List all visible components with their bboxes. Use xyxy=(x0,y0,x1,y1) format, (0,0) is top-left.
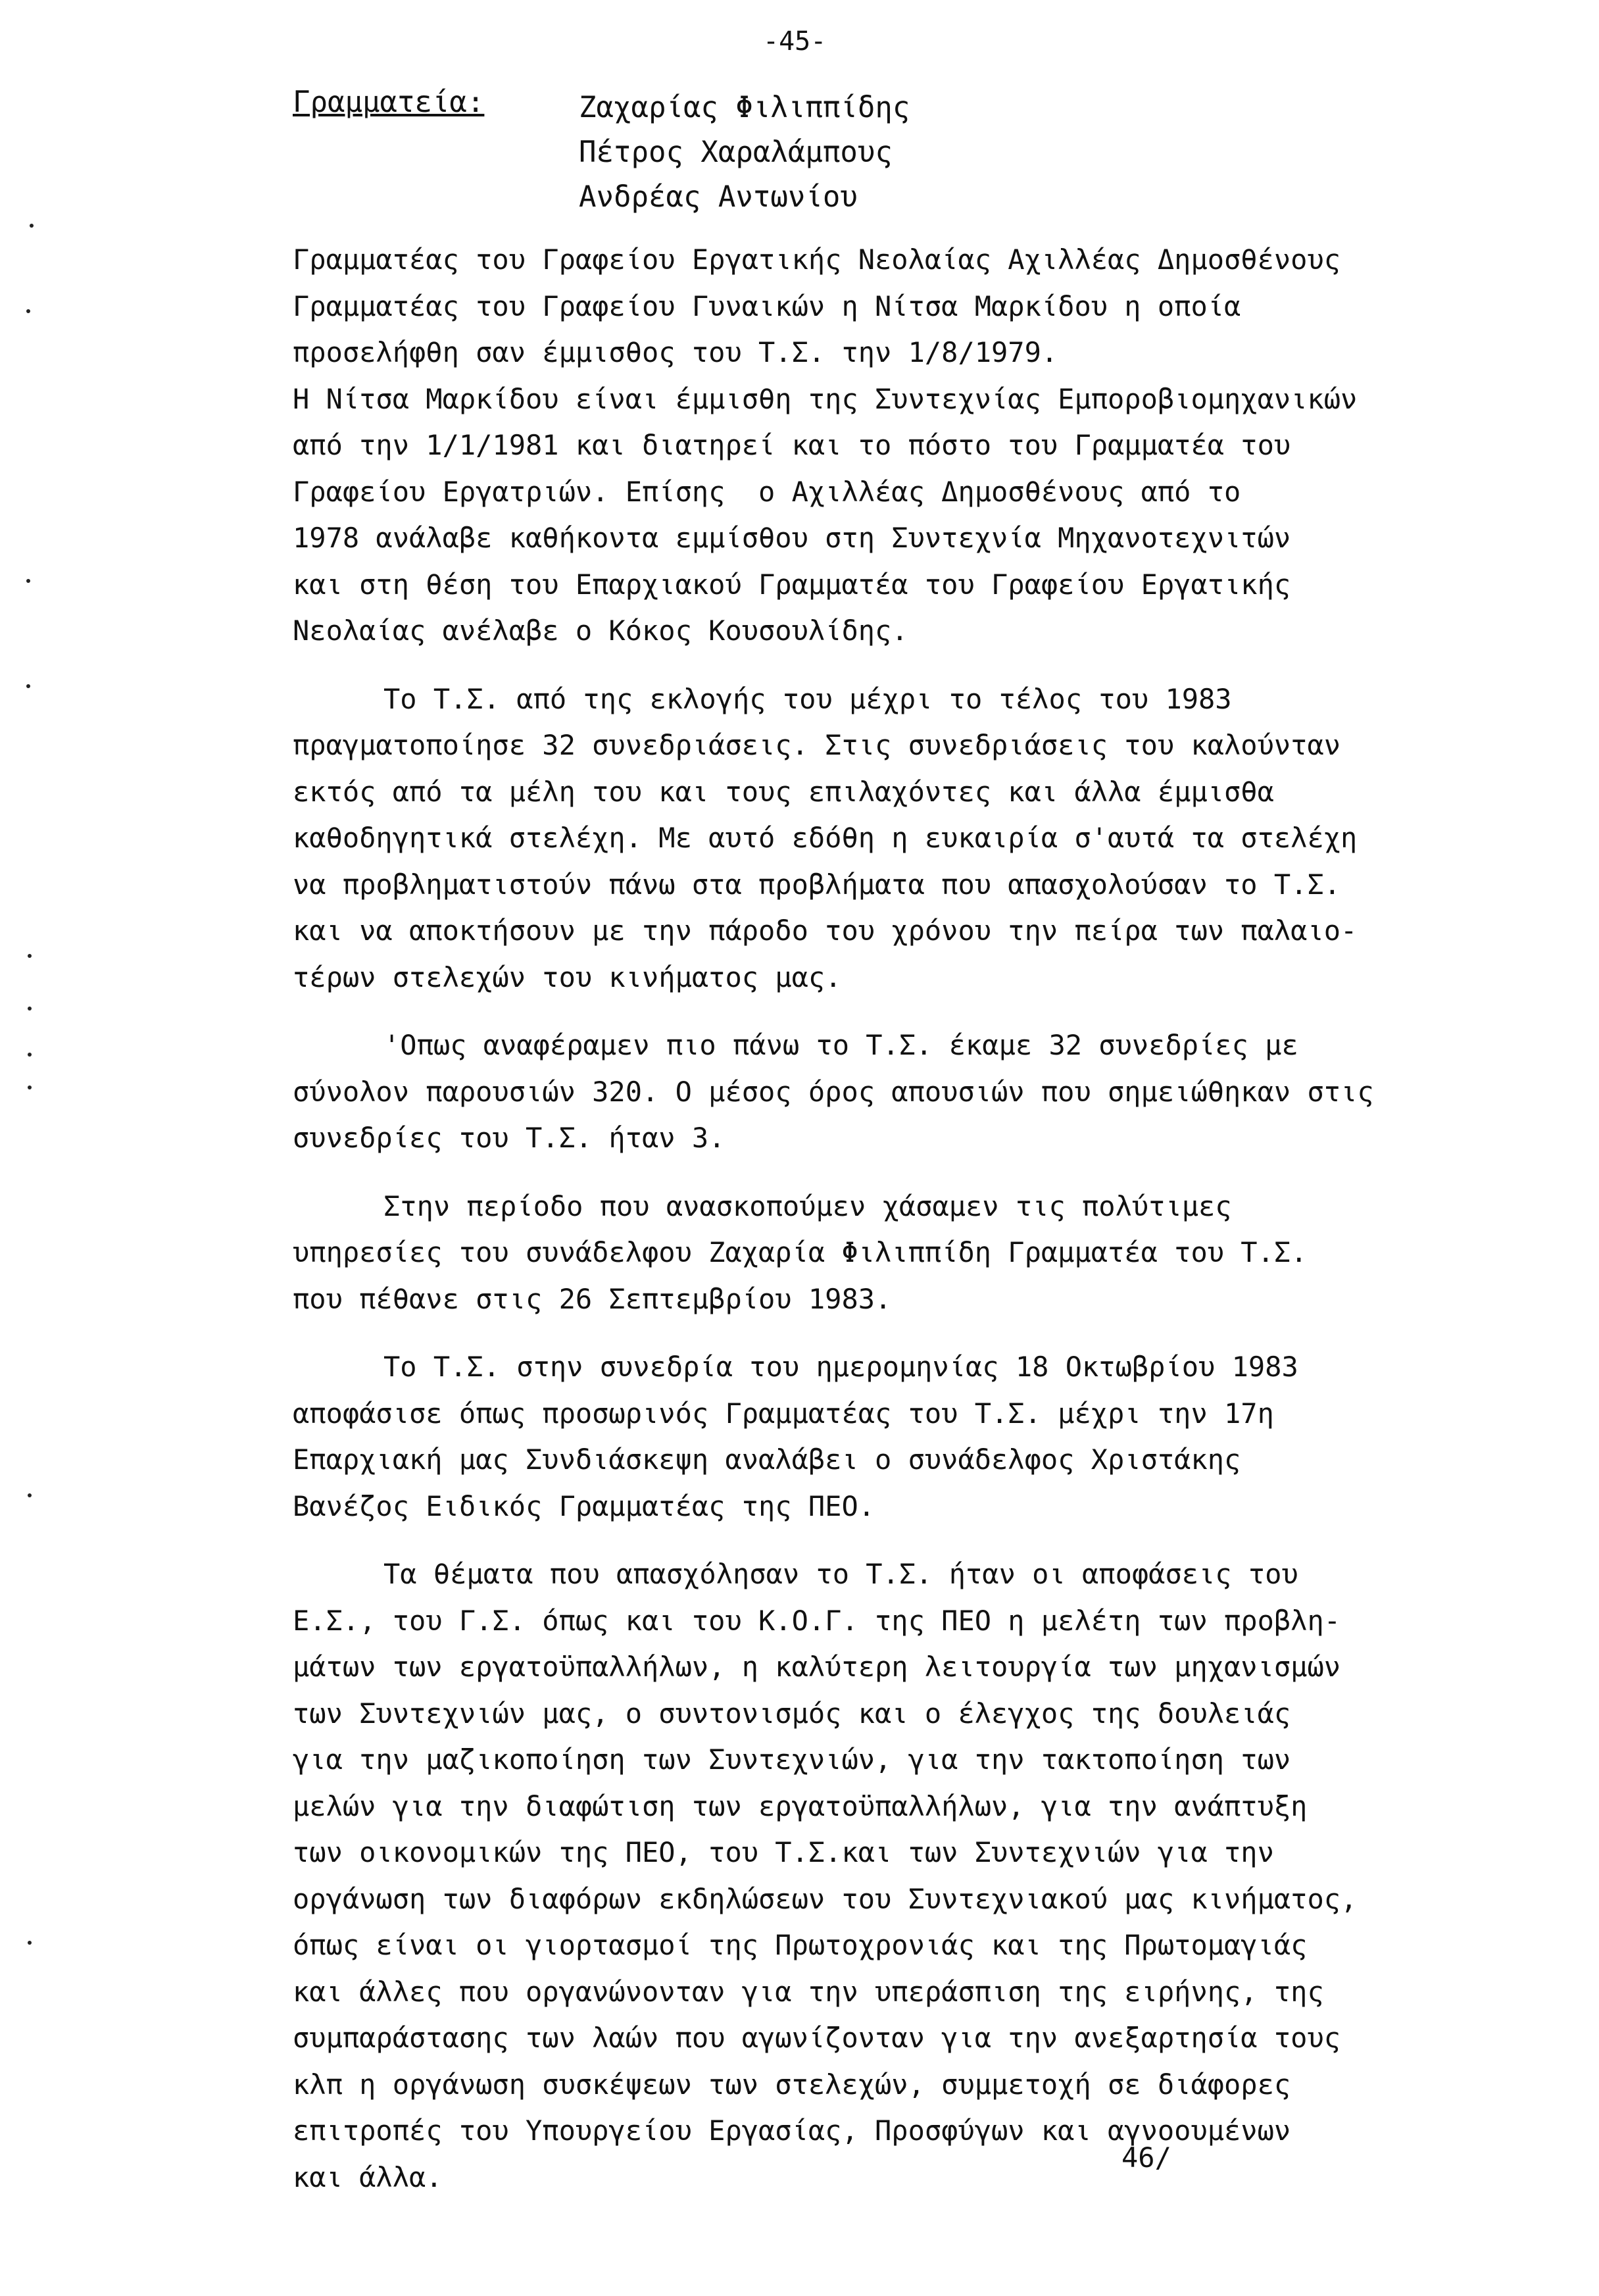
paragraph xyxy=(293,1022,1496,1162)
text-line: Γραμματέας του Γραφείου Γυναικών η Νίτσα Μαρκίδου η οποία xyxy=(293,289,1241,322)
text-line: καθοδηγητικά στελέχη. Με αυτό εδόθη η ευκαιρία σ'αυτά τα στελέχη xyxy=(293,822,1358,854)
text-line: και άλλες που οργανώνονταν για την υπεράσπιση της ειρήνης, της xyxy=(293,1975,1324,2008)
text-line: Βανέζος Ειδικός Γραμματέας της ΠΕΟ. xyxy=(293,1489,875,1522)
text-line: για την μαζικοποίηση των Συντεχνιών, για την τακτοποίηση των xyxy=(293,1743,1291,1776)
page-number: -45- xyxy=(763,26,827,57)
text-line: μελών για την διαφώτιση των εργατοϋπαλλήλων, για την ανάπτυξη xyxy=(293,1789,1308,1822)
text-line: να προβληματιστούν πάνω στα προβλήματα που απασχολούσαν το Τ.Σ. xyxy=(293,868,1341,901)
scan-speck xyxy=(28,1053,32,1057)
scan-speck xyxy=(26,579,30,583)
text-line: τέρων στελεχών του κινήματος μας. xyxy=(293,961,842,993)
paragraph xyxy=(293,1184,1496,1323)
text-line: των Συντεχνιών μας, ο συντονισμός και ο έλεγχος της δουλειάς xyxy=(293,1697,1291,1730)
text-line: εκτός από τα μέλη του και τους επιλαχόντες και άλλα έμμισθα xyxy=(293,775,1274,808)
text-line: Γραμματέας του Γραφείου Εργατικής Νεολαίας Αχιλλέας Δημοσθένους xyxy=(293,243,1341,276)
text-line: Η Νίτσα Μαρκίδου είναι έμμισθη της Συντεχνίας Εμποροβιομηχανικών xyxy=(293,382,1358,415)
text-line: 1978 ανάλαβε καθήκοντα εμμίσθου στη Συντεχνία Μηχανοτεχνιτών xyxy=(293,522,1291,554)
secretariat-member: Ανδρέας Αντωνίου xyxy=(579,180,858,214)
scan-speck xyxy=(26,684,30,688)
text-line: σύνολον παρουσιών 320. Ο μέσος όρος απουσιών που σημειώθηκαν στις xyxy=(293,1075,1374,1108)
continuation-marker: 46/ xyxy=(1121,2141,1171,2174)
text-line: κλπ η οργάνωση συσκέψεων των στελεχών, συμμετοχή σε διάφορες xyxy=(293,2068,1291,2101)
text-line: υπηρεσίες του συνάδελφου Ζαχαρία Φιλιππίδη Γραμματέα του Τ.Σ. xyxy=(293,1236,1308,1268)
text-line: προσελήφθη σαν έμμισθος του Τ.Σ. την 1/8/1979. xyxy=(293,336,1058,368)
secretariat-member: Ζαχαρίας Φιλιππίδης xyxy=(579,91,910,124)
text-line: οργάνωση των διαφόρων εκδηλώσεων του Συντεχνιακού μας κινήματος, xyxy=(293,1882,1358,1915)
text-line: πραγματοποίησε 32 συνεδριάσεις. Στις συνεδριάσεις του καλούνταν xyxy=(293,729,1341,761)
body-text xyxy=(293,237,1496,2222)
secretariat-member: Πέτρος Χαραλάμπους xyxy=(579,136,893,169)
text-line: Γραφείου Εργατριών. Επίσης ο Αχιλλέας Δημοσθένους από το xyxy=(293,475,1241,508)
scan-speck xyxy=(28,1493,32,1497)
text-line: αποφάσισε όπως προσωρινός Γραμματέας του Τ.Σ. μέχρι την 17η xyxy=(293,1397,1274,1430)
text-line: επιτροπές του Υπουργείου Εργασίας, Προσφύγων και αγνοουμένων xyxy=(293,2114,1291,2147)
text-line: των οικονομικών της ΠΕΟ, του Τ.Σ.και των Συντεχνιών για την xyxy=(293,1836,1274,1868)
text-line: Το Τ.Σ. από της εκλογής του μέχρι το τέλος του 1983 xyxy=(383,682,1232,715)
paragraph xyxy=(293,676,1496,1001)
text-line: Ε.Σ., του Γ.Σ. όπως και του Κ.Ο.Γ. της ΠΕΟ η μελέτη των προβλη- xyxy=(293,1604,1341,1637)
scan-speck xyxy=(28,1941,32,1945)
text-line: Στην περίοδο που ανασκοπούμεν χάσαμεν τις πολύτιμες xyxy=(383,1189,1232,1222)
text-line: που πέθανε στις 26 Σεπτεμβρίου 1983. xyxy=(293,1282,892,1315)
text-line: Επαρχιακή μας Συνδιάσκεψη αναλάβει ο συνάδελφος Χριστάκης xyxy=(293,1443,1241,1476)
paragraph xyxy=(293,1344,1496,1530)
text-line: και άλλα. xyxy=(293,2160,443,2193)
secretariat-heading: Γραμματεία: xyxy=(293,86,485,119)
text-line: Τα θέματα που απασχόλησαν το Τ.Σ. ήταν οι αποφάσεις του xyxy=(383,1558,1298,1590)
text-line: όπως είναι οι γιορτασμοί της Πρωτοχρονιάς και της Πρωτομαγιάς xyxy=(293,1929,1308,1961)
paragraph xyxy=(293,1551,1496,2201)
scan-speck xyxy=(26,309,30,313)
text-line: Το Τ.Σ. στην συνεδρία του ημερομηνίας 18 Οκτωβρίου 1983 xyxy=(383,1351,1298,1383)
text-line: συνεδρίες του Τ.Σ. ήταν 3. xyxy=(293,1122,726,1154)
scan-speck xyxy=(28,954,32,958)
text-line: και στη θέση του Επαρχιακού Γραμματέα του Γραφείου Εργατικής xyxy=(293,568,1291,601)
secretariat-members xyxy=(579,86,910,220)
text-line: συμπαράστασης των λαών που αγωνίζονταν για την ανεξαρτησία τους xyxy=(293,2022,1341,2054)
text-line: μάτων των εργατοϋπαλλήλων, η καλύτερη λειτουργία των μηχανισμών xyxy=(293,1651,1341,1683)
scan-speck xyxy=(28,1007,32,1011)
scan-speck xyxy=(30,224,34,228)
text-line: 'Οπως αναφέραμεν πιο πάνω το Τ.Σ. έκαμε 32 συνεδρίες με xyxy=(383,1029,1298,1061)
text-line: από την 1/1/1981 και διατηρεί και το πόστο του Γραμματέα του xyxy=(293,429,1291,461)
text-line: Νεολαίας ανέλαβε ο Κόκος Κουσουλίδης. xyxy=(293,614,908,647)
scan-speck xyxy=(28,1086,32,1089)
text-line: και να αποκτήσουν με την πάροδο του χρόνου την πείρα των παλαιο- xyxy=(293,914,1358,947)
paragraph xyxy=(293,237,1496,655)
